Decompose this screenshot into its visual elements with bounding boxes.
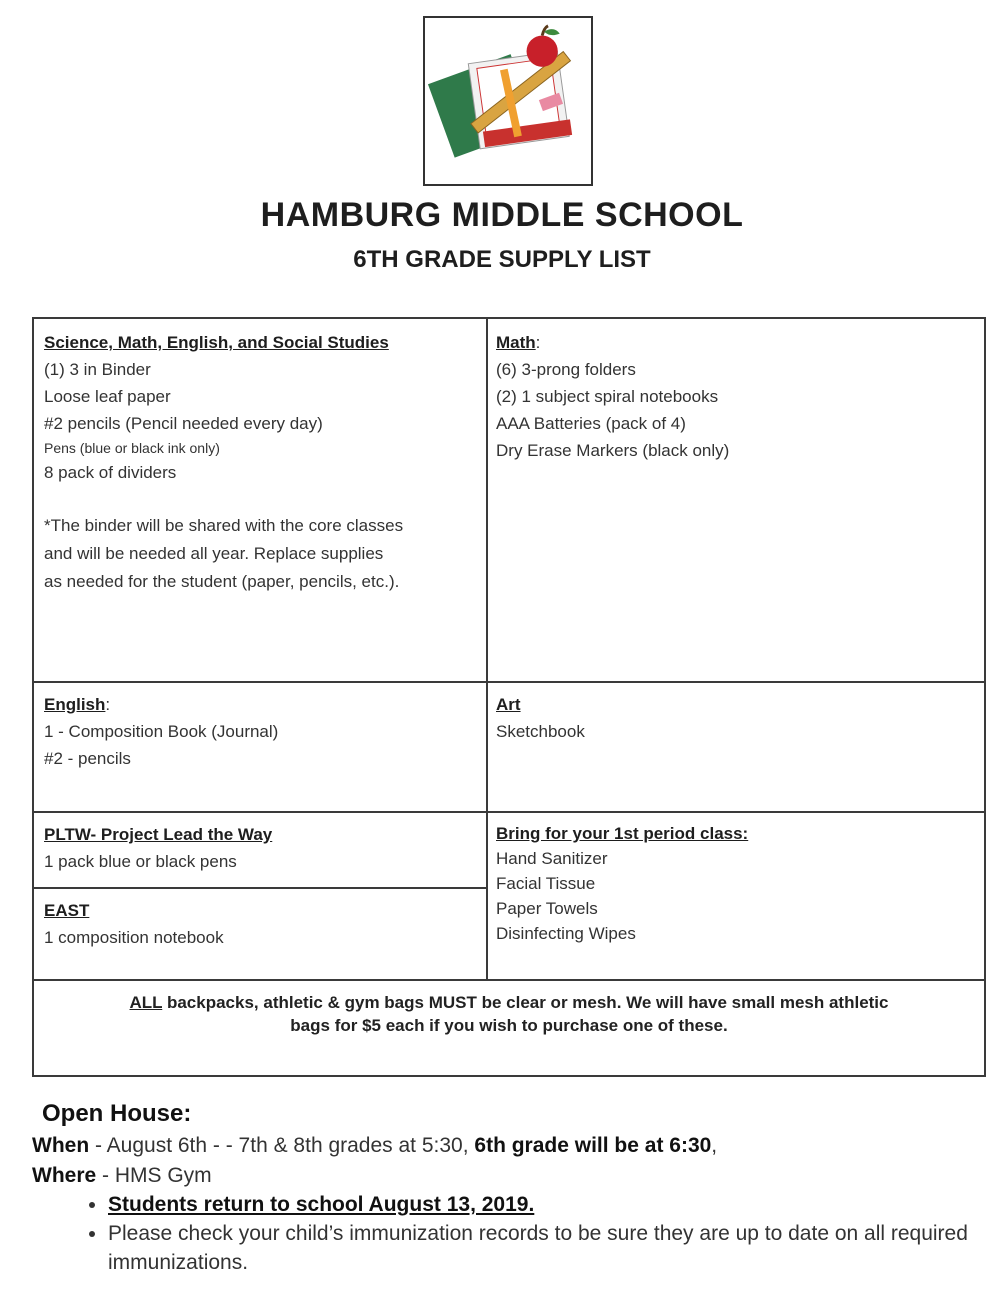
- list-item: (1) 3 in Binder: [44, 360, 151, 379]
- list-item: (2) 1 subject spiral notebooks: [496, 387, 719, 406]
- where-text: - HMS Gym: [96, 1164, 212, 1187]
- list-item: AAA Batteries (pack of 4): [496, 414, 686, 433]
- list-item: #2 - pencils: [44, 749, 131, 768]
- row-divider: [34, 887, 486, 889]
- binder-note-line: *The binder will be shared with the core classes: [44, 516, 404, 535]
- binder-note-line: and will be needed all year. Replace supplies: [44, 544, 384, 563]
- list-item: #2 pencils (Pencil needed every day): [44, 414, 323, 433]
- pltw-heading: PLTW- Project Lead the Way: [44, 825, 273, 844]
- when-end: ,: [711, 1134, 718, 1157]
- east-heading: EAST: [44, 901, 90, 920]
- art-cell: [496, 691, 966, 745]
- school-supplies-logo: [423, 16, 593, 186]
- list-item: [108, 1219, 1004, 1277]
- where-label: Where: [32, 1164, 97, 1187]
- when-6th-grade-time: 6th grade will be at 6:30: [474, 1134, 712, 1157]
- binder-note-line: as needed for the student (paper, pencils, etc.).: [44, 572, 400, 591]
- list-item: 1 - Composition Book (Journal): [44, 722, 279, 741]
- list-item: 1 pack blue or black pens: [44, 852, 237, 871]
- core-subjects-cell: [44, 329, 474, 596]
- bags-policy-note: [34, 991, 984, 1037]
- when-text: - August 6th - - 7th & 8th grades at 5:30,: [89, 1134, 475, 1157]
- english-heading: English: [44, 695, 106, 714]
- row-divider: [34, 979, 984, 981]
- list-item: Sketchbook: [496, 722, 585, 741]
- open-house-heading: Open House:: [42, 1100, 192, 1127]
- list-item: Disinfecting Wipes: [496, 924, 636, 943]
- supply-list-subtitle: 6TH GRADE SUPPLY LIST: [353, 246, 651, 273]
- list-item: Loose leaf paper: [44, 387, 171, 406]
- when-label: When: [32, 1134, 90, 1157]
- list-item: Dry Erase Markers (black only): [496, 441, 730, 460]
- heading-colon: :: [535, 333, 541, 352]
- immunization-note: Please check your child’s immunization records to be sure they are up to date on all required immunizations.: [108, 1222, 968, 1274]
- heading-colon: :: [105, 695, 111, 714]
- pltw-cell: [44, 821, 474, 875]
- art-heading: Art: [496, 695, 521, 714]
- open-house-when: [32, 1134, 717, 1158]
- list-item: 1 composition notebook: [44, 928, 224, 947]
- school-supplies-illustration-icon: [425, 18, 591, 184]
- core-subjects-heading: Science, Math, English, and Social Studies: [44, 333, 389, 352]
- school-name-title: HAMBURG MIDDLE SCHOOL: [260, 196, 744, 234]
- list-item: [108, 1190, 1004, 1219]
- bags-note-line2: bags for $5 each if you wish to purchase one of these.: [290, 1016, 728, 1035]
- supply-table: [32, 317, 986, 1077]
- row-divider: [34, 681, 984, 683]
- bags-note-line1: backpacks, athletic & gym bags MUST be clear or mesh. We will have small mesh athletic: [162, 993, 889, 1012]
- list-item: 8 pack of dividers: [44, 463, 177, 482]
- bags-note-emphasis: ALL: [129, 993, 163, 1012]
- list-item: (6) 3-prong folders: [496, 360, 636, 379]
- open-house-bullets: [68, 1190, 1004, 1277]
- first-period-cell: [496, 821, 966, 946]
- list-item: Paper Towels: [496, 899, 598, 918]
- column-divider: [486, 319, 488, 979]
- return-date-text: Students return to school August 13, 2019.: [108, 1193, 535, 1216]
- math-cell: [496, 329, 966, 464]
- math-heading: Math: [496, 333, 536, 352]
- first-period-heading: Bring for your 1st period class:: [496, 824, 749, 843]
- list-item: Pens (blue or black ink only): [44, 440, 220, 456]
- list-item: Facial Tissue: [496, 874, 596, 893]
- list-item: Hand Sanitizer: [496, 849, 608, 868]
- row-divider: [34, 811, 984, 813]
- east-cell: [44, 897, 474, 951]
- open-house-where: [32, 1164, 212, 1188]
- english-cell: [44, 691, 474, 772]
